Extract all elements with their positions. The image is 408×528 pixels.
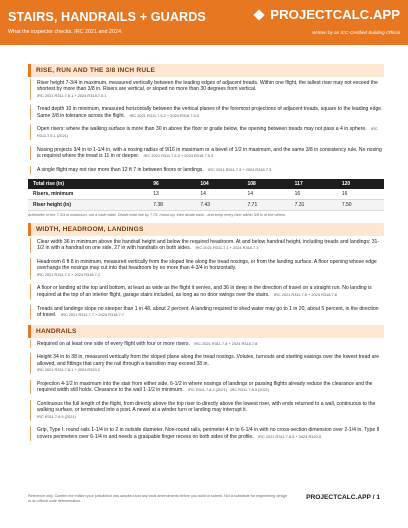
rule-item [30, 380, 384, 395]
section-width-headroom [28, 223, 384, 319]
table-cell: 7.43 [195, 200, 242, 211]
rule-item [30, 305, 384, 320]
row-header: Risers, minimum [28, 189, 148, 200]
table-cell: 7.50 [337, 200, 384, 211]
rule-text: Tread depth 10 in minimum, measured horizontally between the vertical planes of the foremost projections of adjacent treads, square to the leading edge. Same 3/8 in tolerance across the flight. [37, 106, 383, 119]
rule-text: Required on at least one side of every flight with four or more risers. [37, 340, 190, 347]
code-citation: IRC 2021 R311.7.5.1 + 2024 R318.7.5.1 [37, 92, 107, 98]
page-footer [28, 494, 380, 503]
rule-text: Grip, Type I: round rails 1-1/4 in to 2 in outside diameter. Non-round rails, perimeter 4 in to 6-1/4 in with no cross-section dimension over 2-1/4 in. Type II covers perimeters over 6-1/4 in and needs a graspable finger recess on both sides of the profile. [37, 427, 380, 440]
table-cell: 7.31 [290, 200, 337, 211]
rule-text: Nosing projects 3/4 in to 1-1/4 in, with a nosing radius of 9/16 in maximum or a bevel of 1/2 in maximum, and the same 3/8 in consistency rule. No nosing is required where the tread is 11 in or deeper. [37, 146, 382, 159]
section-rise-run [28, 64, 384, 217]
rule-text: Projection 4-1/2 in maximum into the stair from either side, 6-1/2 in where nosings of landings or passing flights already reduce the clearance and the required width still holds. Clearance to the wall 1-1/2 in minimum. [37, 380, 373, 394]
rule-text: Height 34 in to 38 in, measured vertically from the sloped plane along the tread nosings. Volutes, turnouts and starting easings over the lowest tread are allowed, and fittings that carry the rail through a transition may exceed 38 in. [37, 354, 380, 367]
code-citation: IRC 2021 R311.7.2 + 2024 R318.7.2 [37, 271, 100, 277]
rule-item [30, 340, 384, 348]
page-info [306, 494, 380, 501]
table-cell: 7.38 [148, 200, 195, 211]
code-citation: IRC 2021 R311.7.5.3 + 2024 R318.7.5.3 [143, 152, 214, 158]
brand-logo [255, 7, 400, 22]
rule-item [30, 105, 384, 120]
column-header: 120 [337, 179, 384, 189]
rule-item [30, 125, 384, 140]
column-header: 117 [290, 179, 337, 189]
code-citation: IRC R311.7.5.1 (2021) [37, 126, 378, 138]
rule-item [30, 146, 384, 161]
table-cell: 13 [148, 189, 195, 200]
rule-text: Riser height 7-3/4 in maximum, measured vertically between the leading edges of adjacent treads. Within one flight, the tallest riser may not exceed the shortest by more than 3/8 in. Risers are vertical, or sloped no more than 30 degrees from vertical. [37, 80, 378, 93]
rule-text: Treads and landings slope no steeper than 1 in 48, about 2 percent. A landing required to shed water may go to 1 in 20, about 5 percent, in the direction of travel. [37, 305, 379, 318]
code-citation: IRC R311.7.8.2 (2021) · IRC R311.7.8.3 (2021) [188, 387, 270, 393]
document-body [28, 64, 384, 446]
code-citation: IRC 2021 R311.7.7 + 2024 R318.7.7 [60, 311, 124, 317]
code-citation: IRC 2021 R311.7.8 + 2024 R318.7.8 [194, 340, 258, 346]
rule-text: Headroom 6 ft 8 in minimum, measured vertically from the sloped line along the tread nosings, or from the landing surface. A floor opening whose edge overhangs the nosings may cut into that headroom by no more than 4-3/4 in horizontally. [37, 259, 377, 272]
brand-tagline: Written by an ICC-Certified Building Official [312, 30, 400, 35]
page-header [0, 0, 408, 45]
disclaimer: Reference only. Confirm the edition your jurisdiction has adopted and any local amendments before you build or submit. Not a substitute for engineering design or an official code determination. [28, 494, 288, 503]
page-title: STAIRS, HANDRAILS + GUARDS [8, 10, 206, 24]
row-header: Riser height (in) [28, 200, 148, 211]
code-citation: IRC 2021 R311.7.1 + 2024 R318.7.1 [195, 245, 259, 251]
rule-text: A single flight may not rise more than 12 ft 7 in between floors or landings. [37, 166, 204, 173]
code-citation: IRC 2021 R311.7.8.1 + 2024 R320.2 [37, 367, 100, 373]
code-citation: IRC 2021 R311.7.8.5 + 2024 R320.8 [258, 433, 322, 439]
rule-item [30, 426, 384, 441]
table-row [28, 189, 384, 200]
page-subtitle: What the inspector checks. IRC 2021 and 2024. [8, 29, 123, 35]
table-note: Arithmetic of the 7-3/4 in maximum, not a code table. Divide total rise by 7.75, round up, then divide back - and keep every riser within 3/8 in of the others. [28, 212, 287, 217]
column-header: 96 [148, 179, 195, 189]
column-header: Total rise (in) [28, 179, 148, 189]
rule-item [30, 284, 384, 299]
rule-item [30, 353, 384, 374]
riser-table [28, 179, 384, 211]
column-header: 104 [195, 179, 242, 189]
rule-item [30, 400, 384, 421]
diamond-icon [254, 9, 265, 20]
code-citation: IRC R311.7.8.5 (2021) [37, 413, 76, 419]
table-cell: 7.71 [243, 200, 290, 211]
section-heading: RISE, RUN AND THE 3/8 INCH RULE [28, 64, 384, 77]
rule-text: Clear width 36 in minimum above the handrail height and below the required headroom. At and below handrail height, including treads and landings: 31-1/2 in with a handrail on one side, 27 in with handrails on both sides. [37, 238, 380, 252]
section-handrails [28, 325, 384, 441]
rule-text: Continuous the full length of the flight, from directly above the top riser to directly above the lowest riser, with ends returned to a wall, continuous to the walking surface, or terminated into a post. A newel at a winder turn or landing may interrupt it. [37, 400, 376, 414]
code-citation: IRC 2021 R311.7.5.2 + 2024 R318.7.5.2 [129, 112, 199, 118]
section-heading: WIDTH, HEADROOM, LANDINGS [28, 223, 384, 236]
code-citation: IRC 2021 R311.7.6 + 2024 R318.7.6 [273, 291, 337, 297]
brand-name: PROJECTCALC.APP [270, 7, 400, 22]
rule-item [30, 258, 384, 279]
table-cell: 16 [337, 189, 384, 200]
rule-item [30, 238, 384, 253]
section-heading: HANDRAILS [28, 325, 384, 338]
column-header: 108 [243, 179, 290, 189]
code-citation: IRC 2021 R311.7.3 + 2024 R318.7.3 [208, 166, 272, 172]
table-cell: 14 [243, 189, 290, 200]
rule-text: A floor or landing at the top and bottom, at least as wide as the flight it serves, and 36 in deep in the direction of travel on a straight run. No landing is required at the top of an interior flight, garage stairs included, as long as no door swings over the stairs. [37, 285, 372, 298]
table-cell: 16 [290, 189, 337, 200]
rule-item [30, 166, 384, 174]
page-number: / 1 [372, 494, 380, 501]
rule-item [30, 79, 384, 100]
rule-text: Open risers: where the walking surface is more than 30 in above the floor or grade below, the opening between treads may not pass a 4 in sphere. [37, 126, 367, 133]
table-header-row [28, 179, 384, 189]
footer-site: PROJECTCALC.APP [306, 494, 371, 501]
table-row [28, 200, 384, 211]
table-cell: 14 [195, 189, 242, 200]
